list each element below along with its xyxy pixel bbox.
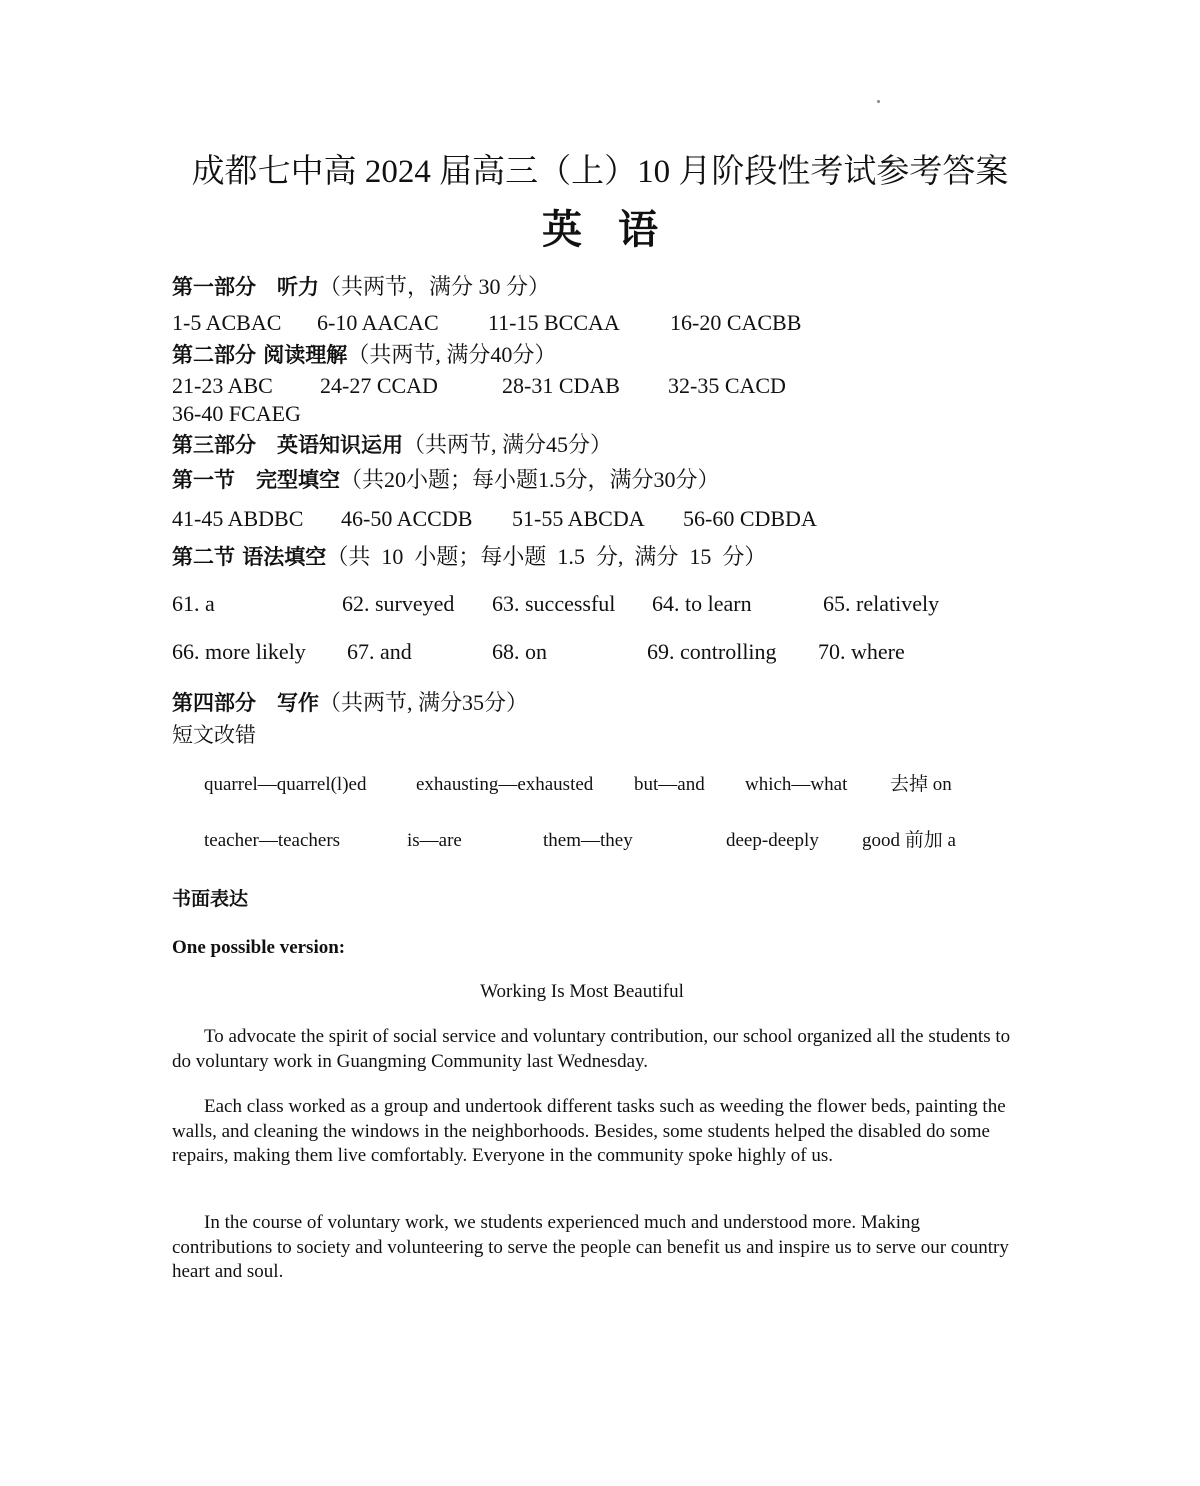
essay-paragraph: To advocate the spirit of social service and voluntary contribution, our school organized all the students to do voluntary work in Guangming Community last Wednesday. [172, 1026, 1011, 1072]
correction-item: but—and [634, 774, 705, 795]
grammar-answer: 62. surveyed [342, 591, 455, 616]
correction-item: quarrel—quarrel(l)ed [204, 774, 367, 795]
part1-heading-rest: （共两节，满分 30 分） [319, 274, 551, 299]
part2-heading [172, 340, 556, 370]
part3-heading-bold: 第三部分 英语知识运用 [172, 433, 403, 457]
answer-group: 46-50 ACCDB [341, 506, 473, 531]
part2-heading-bold: 第二部分 阅读理解 [172, 343, 348, 367]
part1-heading [172, 272, 550, 302]
answer-group: 16-20 CACBB [670, 310, 802, 335]
correction-item: which—what [745, 774, 848, 795]
answer-group: 6-10 AACAC [317, 310, 439, 335]
grammar-answer: 64. to learn [652, 591, 752, 616]
correction-item: them—they [543, 830, 633, 851]
subject-heading: 英语 [542, 207, 694, 253]
part3-heading [172, 430, 612, 460]
answer-group: 51-55 ABCDA [512, 506, 645, 531]
grammar-answer: 63. successful [492, 591, 616, 616]
grammar-answer: 65. relatively [823, 591, 940, 616]
section1-heading-rest: （共20小题；每小题1.5分，满分30分） [340, 467, 720, 492]
correction-title: 短文改错 [172, 723, 256, 747]
answer-group: 24-27 CCAD [320, 373, 438, 398]
correction-item: 去掉 on [890, 774, 952, 795]
version-label: One possible version: [172, 937, 346, 958]
grammar-answer: 68. on [492, 639, 547, 664]
correction-item: is—are [407, 830, 462, 851]
answer-group: 36-40 FCAEG [172, 401, 301, 426]
answer-group: 56-60 CDBDA [683, 506, 817, 531]
essay-paragraph: Each class worked as a group and undertook different tasks such as weeding the flower beds, painting the walls, and cleaning the windows in the neighborhoods. Besides, some students helped the disabled do some repairs, making them live comfortably. Everyone in the community spoke highly of us. [172, 1096, 1006, 1166]
correction-item: good 前加 a [862, 830, 956, 851]
answer-group: 11-15 BCCAA [488, 310, 620, 335]
part1-heading-bold: 第一部分 听力 [172, 275, 319, 299]
essay-paragraph: In the course of voluntary work, we students experienced much and understood more. Making contributions to society and volunteering to serve the people can benefit us and inspire us to serve our country heart and soul. [172, 1212, 1009, 1282]
answer-group: 1-5 ACBAC [172, 310, 282, 335]
answer-group: 28-31 CDAB [502, 373, 620, 398]
document-title: 成都七中高 2024 届高三（上）10 月阶段性考试参考答案 [191, 154, 1009, 190]
grammar-answer: 66. more likely [172, 639, 306, 664]
grammar-answer: 69. controlling [647, 639, 777, 664]
section2-heading-bold: 第二节 语法填空 [172, 545, 327, 569]
essay-title: Working Is Most Beautiful [480, 981, 684, 1002]
writing-title: 书面表达 [172, 888, 249, 910]
answer-group: 32-35 CACD [668, 373, 786, 398]
part4-heading [172, 688, 528, 718]
correction-item: exhausting—exhausted [416, 774, 594, 795]
scan-dot [877, 100, 880, 103]
section2-heading-rest: （共 10 小题；每小题 1.5 分, 满分 15 分） [326, 544, 767, 569]
part3-section1-heading [172, 465, 720, 495]
section1-heading-bold: 第一节 完型填空 [172, 468, 340, 492]
answer-group: 41-45 ABDBC [172, 506, 304, 531]
part2-heading-rest: （共两节, 满分40分） [347, 342, 557, 367]
grammar-answer: 61. a [172, 591, 215, 616]
part4-heading-bold: 第四部分 写作 [172, 691, 319, 715]
part3-heading-rest: （共两节, 满分45分） [403, 432, 613, 457]
answer-group: 21-23 ABC [172, 373, 273, 398]
correction-item: teacher—teachers [204, 830, 341, 851]
part4-heading-rest: （共两节, 满分35分） [319, 690, 529, 715]
part3-section2-heading [172, 542, 766, 572]
grammar-answer: 67. and [347, 639, 412, 664]
grammar-answer: 70. where [818, 639, 905, 664]
correction-item: deep-deeply [726, 830, 819, 851]
